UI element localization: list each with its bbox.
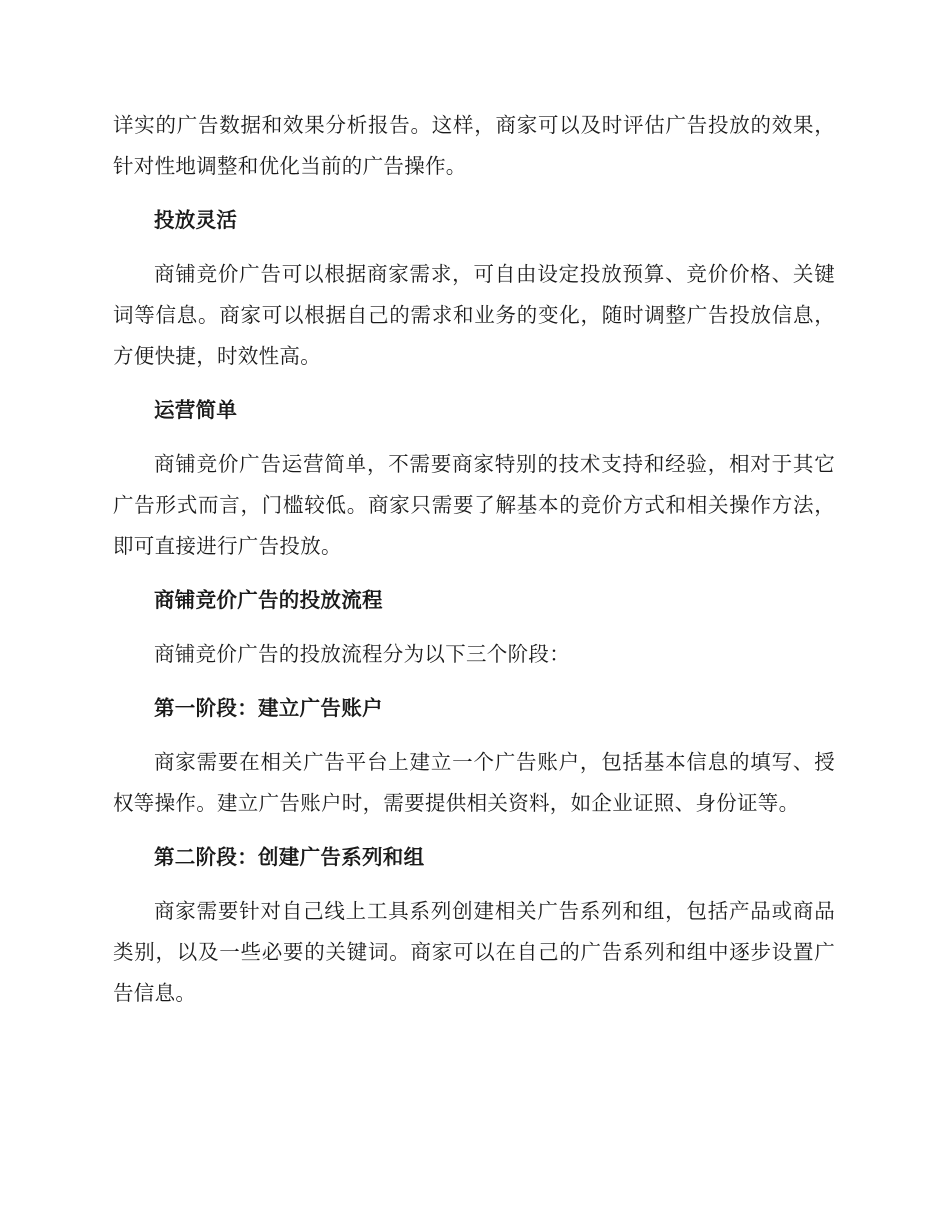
paragraph-process-intro: 商铺竞价广告的投放流程分为以下三个阶段：	[154, 642, 570, 666]
paragraph-simple-operation: 商铺竞价广告运营简单，不需要商家特别的技术支持和经验，相对于其它广告形式而言，门槛较低。商家只需要了解基本的竞价方式和相关操作方法，即可直接进行广告投放。	[113, 452, 835, 558]
spacer	[113, 675, 835, 688]
spacer	[113, 729, 835, 742]
heading-delivery-process: 商铺竞价广告的投放流程	[154, 588, 383, 612]
paragraph-stage-two: 商家需要针对自己线上工具系列创建相关广告系列和组，包括产品或商品类别，以及一些必要的关键词。商家可以在自己的广告系列和组中逐步设置广告信息。	[113, 899, 835, 1005]
spacer	[113, 567, 835, 580]
heading-flexible-delivery: 投放灵活	[154, 208, 238, 232]
spacer	[113, 824, 835, 837]
heading-simple-operation: 运营简单	[154, 398, 238, 422]
spacer	[113, 878, 835, 891]
paragraph-flexible-delivery: 商铺竞价广告可以根据商家需求，可自由设定投放预算、竞价价格、关键词等信息。商家可以根据自己的需求和业务的变化，随时调整广告投放信息，方便快捷，时效性高。	[113, 262, 835, 368]
spacer	[113, 377, 835, 390]
paragraph-stage-one: 商家需要在相关广告平台上建立一个广告账户，包括基本信息的填写、授权等操作。建立广告账户时，需要提供相关资料，如企业证照、身份证等。	[113, 750, 835, 815]
heading-stage-two: 第二阶段：创建广告系列和组	[154, 845, 425, 869]
spacer	[113, 241, 835, 254]
document-page	[113, 105, 835, 1014]
spacer	[113, 187, 835, 200]
heading-stage-one: 第一阶段：建立广告账户	[154, 696, 383, 720]
spacer	[113, 621, 835, 634]
paragraph-effect-report: 详实的广告数据和效果分析报告。这样，商家可以及时评估广告投放的效果，针对性地调整和优化当前的广告操作。	[113, 113, 835, 178]
spacer	[113, 431, 835, 444]
